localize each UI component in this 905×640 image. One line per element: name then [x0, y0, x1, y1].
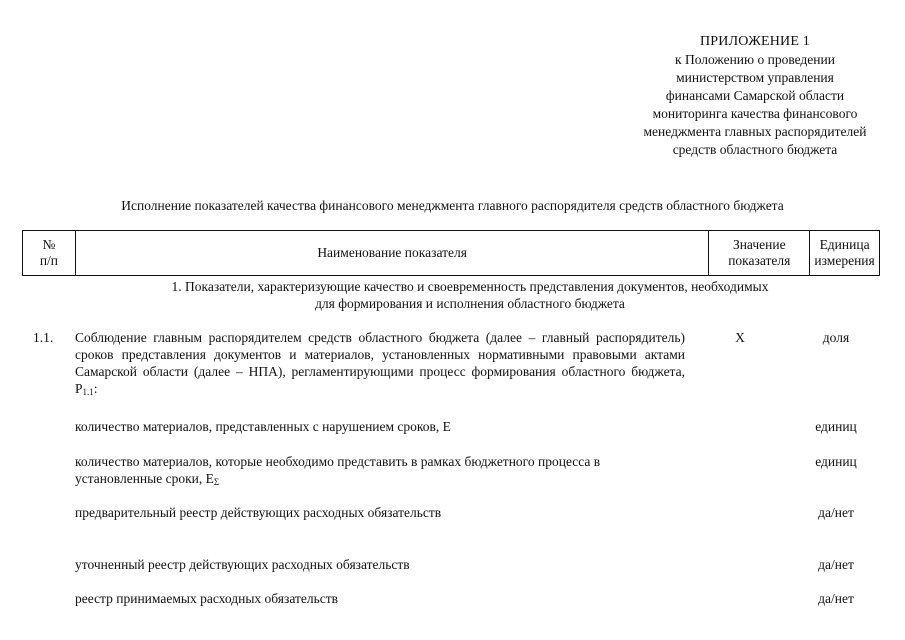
row-unit: да/нет	[818, 505, 854, 520]
row-value: Х	[735, 330, 745, 345]
header-unit: Единица измерения	[814, 237, 875, 268]
appendix-header	[610, 33, 900, 159]
appendix-line: министерством управления	[676, 70, 834, 85]
appendix-line: менеджмента главных распорядителей	[643, 124, 867, 139]
row-unit: да/нет	[818, 591, 854, 606]
row-unit: да/нет	[818, 557, 854, 572]
row-name: Соблюдение главным распорядителем средств областного бюджета (далее – главный распорядитель) сроков представления документов и материалов, установленных нормативными правовыми актами Самарской области (далее – НПА), регламентирующими процесс формирования областного бюджета, $Р_{1.1}$:	[75, 330, 685, 397]
header-num: № п/п	[23, 231, 76, 275]
row-name: предварительный реестр действующих расходных обязательств	[75, 505, 442, 520]
document-title: Исполнение показателей качества финансового менеджмента главного распорядителя средств областного бюджета	[121, 198, 784, 213]
row-unit: доля	[822, 330, 850, 345]
table-header	[22, 230, 880, 276]
appendix-heading: ПРИЛОЖЕНИЕ 1	[699, 34, 811, 49]
header-name: Наименование показателя	[76, 231, 710, 275]
row-name: реестр принимаемых расходных обязательств	[75, 591, 339, 606]
appendix-line: мониторинга качества финансового	[652, 106, 858, 121]
appendix-line: финансами Самарской области	[665, 88, 845, 103]
row-name: количество материалов, которые необходимо представить в рамках бюджетного процесса в установленные сроки, $Е_\Sigma$	[75, 454, 601, 487]
appendix-line: к Положению о проведении	[675, 52, 835, 67]
appendix-line: средств областного бюджета	[672, 142, 838, 157]
section-heading: 1. Показатели, характеризующие качество и своевременность представления документов, необходимых для формирования и исполнения областного бюджета	[171, 279, 769, 311]
row-unit: единиц	[815, 419, 857, 434]
header-value: Значение показателя	[709, 231, 810, 275]
row-name: уточненный реестр действующих расходных обязательств	[75, 557, 410, 572]
row-number: 1.1.	[33, 330, 54, 345]
row-name: количество материалов, представленных с нарушением сроков, Е	[75, 419, 451, 434]
row-unit: единиц	[815, 454, 857, 469]
